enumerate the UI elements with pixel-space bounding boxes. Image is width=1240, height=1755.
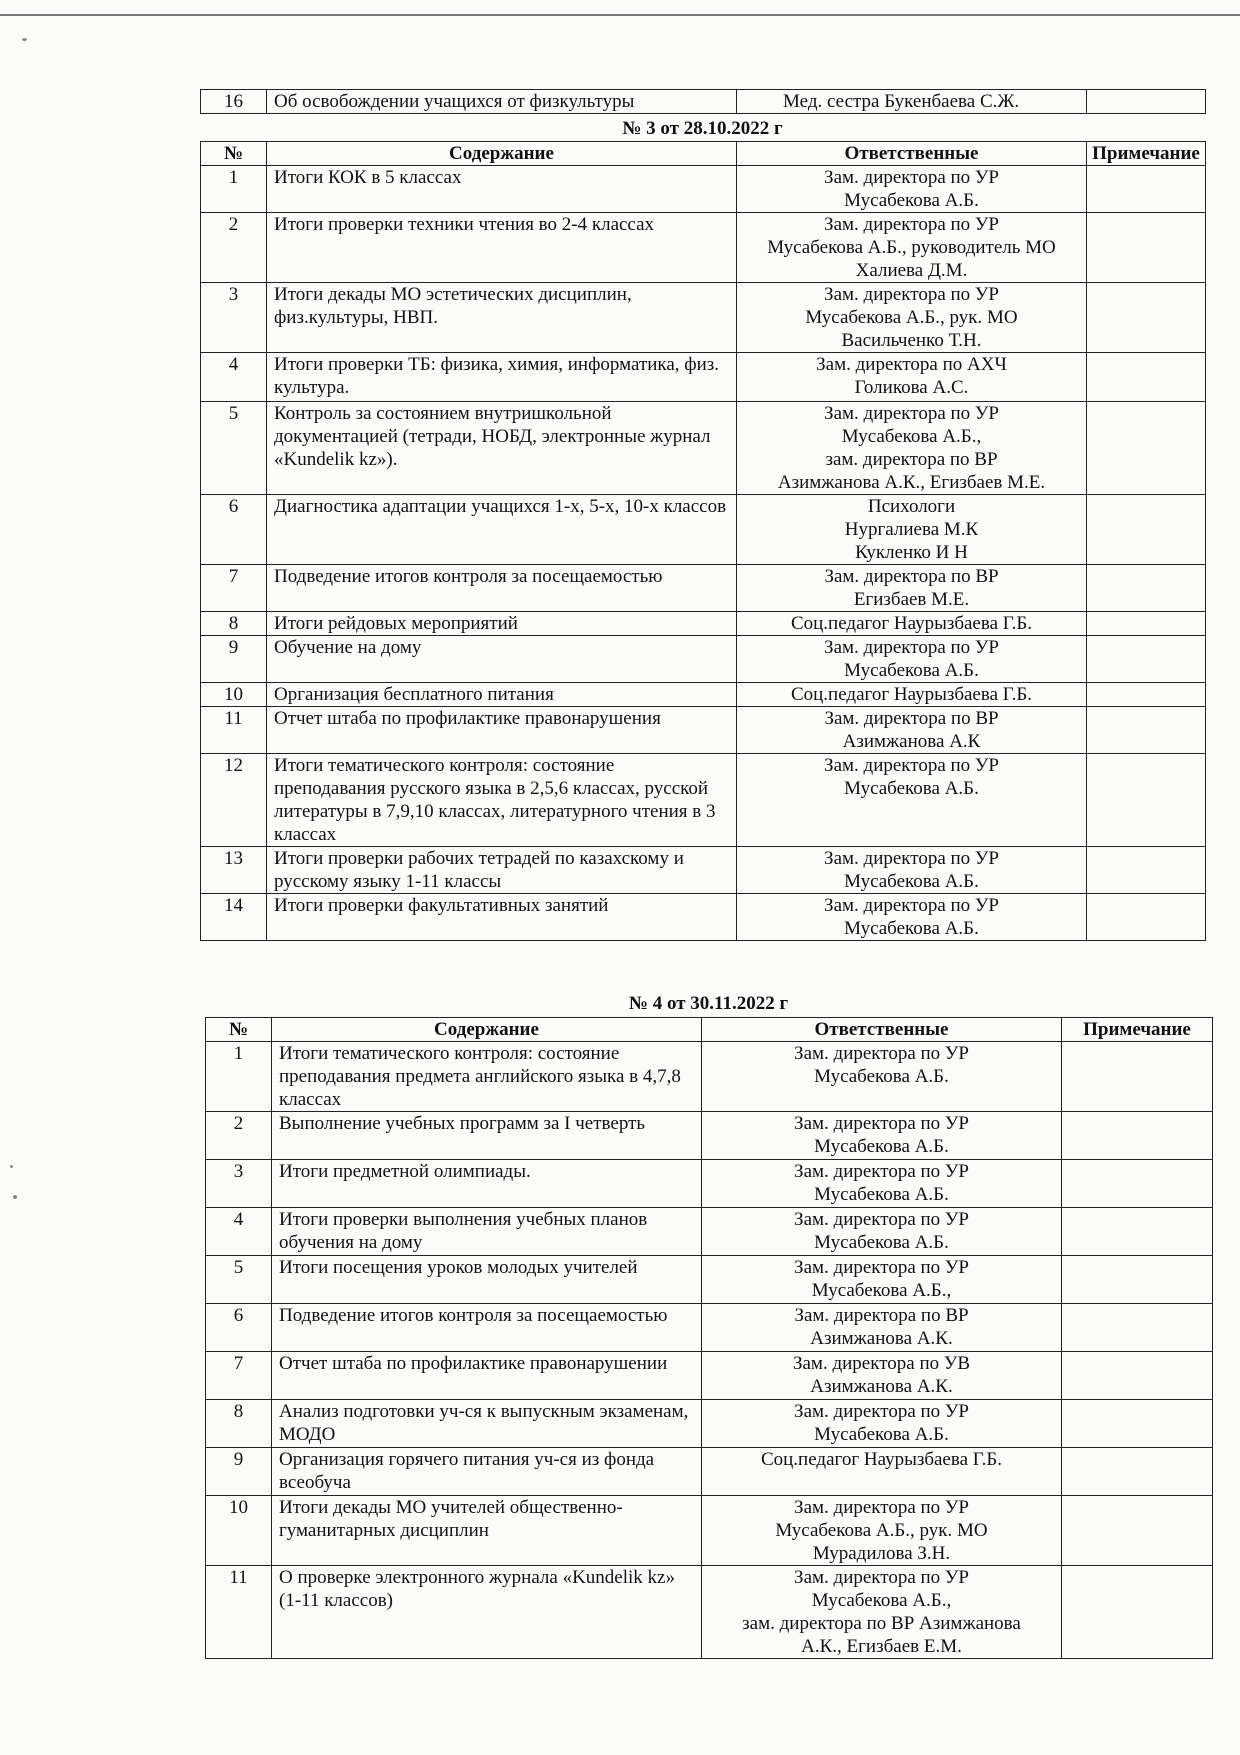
row-responsible: Зам. директора по УР Мусабекова А.Б. (702, 1400, 1062, 1448)
row-responsible: Зам. директора по УР Мусабекова А.Б., рук. МО Мурадилова З.Н. (702, 1496, 1062, 1566)
row-responsible: Зам. директора по УВ Азимжанова А.К. (702, 1352, 1062, 1400)
row-number: 6 (201, 495, 267, 565)
table-row (206, 1256, 1213, 1304)
row-note (1087, 612, 1206, 636)
row-responsible: Зам. директора по ВР Егизбаев М.Е. (737, 565, 1087, 612)
row-content: Контроль за состоянием внутришкольной документацией (тетради, НОБД, электронные журнал «Kundelik kz»). (267, 402, 737, 495)
row-number: 8 (201, 612, 267, 636)
row-number: 12 (201, 754, 267, 847)
row-number: 9 (206, 1448, 272, 1496)
row-note (1062, 1304, 1213, 1352)
row-note (1062, 1208, 1213, 1256)
table-row (201, 847, 1206, 894)
table-row (201, 612, 1206, 636)
row-note (1087, 894, 1206, 941)
header-note: Примечание (1087, 142, 1206, 166)
row-responsible: Соц.педагог Наурызбаева Г.Б. (737, 683, 1087, 707)
row-responsible: Зам. директора по УР Мусабекова А.Б., рук. МО Васильченко Т.Н. (737, 283, 1087, 353)
row-content: Подведение итогов контроля за посещаемостью (267, 565, 737, 612)
row-content: Итоги проверки техники чтения во 2-4 классах (267, 213, 737, 283)
table-row (206, 1304, 1213, 1352)
row-number: 7 (206, 1352, 272, 1400)
row-responsible: Зам. директора по УР Мусабекова А.Б. (702, 1208, 1062, 1256)
row-content: Организация горячего питания уч-ся из фонда всеобуча (272, 1448, 702, 1496)
table-row (206, 1160, 1213, 1208)
row-content: Итоги декады МО учителей общественно-гуманитарных дисциплин (272, 1496, 702, 1566)
row-content: Итоги проверки факультативных занятий (267, 894, 737, 941)
row-content: Об освобождении учащихся от физкультуры (267, 90, 737, 114)
row-number: 14 (201, 894, 267, 941)
scan-top-edge (0, 14, 1240, 16)
row-content: Итоги проверки ТБ: физика, химия, информатика, физ. культура. (267, 353, 737, 402)
row-note (1062, 1400, 1213, 1448)
row-responsible: Зам. директора по АХЧ Голикова А.С. (737, 353, 1087, 402)
row-responsible: Зам. директора по УР Мусабекова А.Б. (702, 1042, 1062, 1112)
row-content: Выполнение учебных программ за I четверть (272, 1112, 702, 1160)
row-number: 2 (206, 1112, 272, 1160)
row-content: Итоги посещения уроков молодых учителей (272, 1256, 702, 1304)
row-note (1087, 565, 1206, 612)
row-number: 4 (206, 1208, 272, 1256)
row-note (1062, 1566, 1213, 1659)
row-number: 10 (201, 683, 267, 707)
header-note: Примечание (1062, 1018, 1213, 1042)
row-number: 11 (201, 707, 267, 754)
row-number: 13 (201, 847, 267, 894)
row-number: 10 (206, 1496, 272, 1566)
row-content: Итоги тематического контроля: состояние преподавания русского языка в 2,5,6 классах, русской литературы в 7,9,10 классах, литературного чтения в 3 классах (267, 754, 737, 847)
table-row (201, 353, 1206, 402)
scan-speck (22, 38, 27, 41)
row-note (1087, 402, 1206, 495)
row-note (1087, 213, 1206, 283)
table-row (201, 402, 1206, 495)
row-content: Итоги проверки рабочих тетрадей по казахскому и русскому языку 1-11 классы (267, 847, 737, 894)
table-row (206, 1112, 1213, 1160)
table-row (201, 213, 1206, 283)
row-responsible: Зам. директора по ВР Азимжанова А.К. (702, 1304, 1062, 1352)
table-row (201, 90, 1206, 114)
row-note (1087, 847, 1206, 894)
section-3-table (200, 141, 1206, 941)
row-note (1062, 1160, 1213, 1208)
row-number: 5 (201, 402, 267, 495)
row-content: Отчет штаба по профилактике правонарушении (272, 1352, 702, 1400)
header-responsible: Ответственные (737, 142, 1087, 166)
table-row (206, 1352, 1213, 1400)
row-number: 11 (206, 1566, 272, 1659)
table-row (201, 754, 1206, 847)
row-note (1087, 353, 1206, 402)
row-number: 16 (201, 90, 267, 114)
row-content: Итоги декады МО эстетических дисциплин, физ.культуры, НВП. (267, 283, 737, 353)
row-note (1087, 166, 1206, 213)
section-4-table (205, 1017, 1213, 1659)
row-note (1087, 683, 1206, 707)
row-note (1062, 1352, 1213, 1400)
row-content: Обучение на дому (267, 636, 737, 683)
row-number: 2 (201, 213, 267, 283)
table-row (206, 1496, 1213, 1566)
row-content: Итоги КОК в 5 классах (267, 166, 737, 213)
row-responsible: Зам. директора по УР Мусабекова А.Б. (737, 636, 1087, 683)
row-note (1087, 707, 1206, 754)
row-number: 6 (206, 1304, 272, 1352)
row-content: О проверке электронного журнала «Kundelik kz» (1-11 классов) (272, 1566, 702, 1659)
row-number: 1 (201, 166, 267, 213)
row-responsible: Зам. директора по УР Мусабекова А.Б. (737, 166, 1087, 213)
scan-speck (13, 1195, 17, 1199)
section-4-title: № 4 от 30.11.2022 г (628, 993, 789, 1014)
row-note (1087, 754, 1206, 847)
row-number: 9 (201, 636, 267, 683)
section-3-title: № 3 от 28.10.2022 г (622, 118, 783, 139)
row-number: 3 (201, 283, 267, 353)
table-header-row (206, 1018, 1213, 1042)
section-4-body (206, 1042, 1213, 1659)
row-content: Итоги проверки выполнения учебных планов обучения на дому (272, 1208, 702, 1256)
table-row (206, 1566, 1213, 1659)
row-content: Итоги тематического контроля: состояние преподавания предмета английского языка в 4,7,8 классах (272, 1042, 702, 1112)
table-row (201, 636, 1206, 683)
table-header-row (201, 142, 1206, 166)
table-row (201, 683, 1206, 707)
row-responsible: Соц.педагог Наурызбаева Г.Б. (702, 1448, 1062, 1496)
table-row (201, 283, 1206, 353)
table-row (201, 707, 1206, 754)
row-responsible: Зам. директора по УР Мусабекова А.Б., зам. директора по ВР Азимжанова А.К., Егизбаев Е.М. (702, 1566, 1062, 1659)
row-number: 5 (206, 1256, 272, 1304)
row-number: 8 (206, 1400, 272, 1448)
previous-table-tail (200, 89, 1206, 114)
row-content: Подведение итогов контроля за посещаемостью (272, 1304, 702, 1352)
scan-speck (10, 1165, 13, 1168)
row-responsible: Соц.педагог Наурызбаева Г.Б. (737, 612, 1087, 636)
row-note (1062, 1042, 1213, 1112)
row-responsible: Психологи Нургалиева М.К Кукленко И Н (737, 495, 1087, 565)
row-responsible: Зам. директора по УР Мусабекова А.Б. (702, 1160, 1062, 1208)
row-responsible: Зам. директора по УР Мусабекова А.Б. (737, 754, 1087, 847)
row-responsible: Зам. директора по УР Мусабекова А.Б. (702, 1112, 1062, 1160)
row-responsible: Зам. директора по ВР Азимжанова А.К (737, 707, 1087, 754)
table-row (206, 1042, 1213, 1112)
table-row (201, 565, 1206, 612)
row-content: Организация бесплатного питания (267, 683, 737, 707)
row-note (1062, 1112, 1213, 1160)
row-note (1087, 90, 1206, 114)
table-row (206, 1448, 1213, 1496)
row-note (1062, 1448, 1213, 1496)
row-note (1062, 1496, 1213, 1566)
row-note (1087, 636, 1206, 683)
row-responsible: Зам. директора по УР Мусабекова А.Б. (737, 847, 1087, 894)
row-content: Итоги рейдовых мероприятий (267, 612, 737, 636)
row-note (1087, 283, 1206, 353)
row-note (1062, 1256, 1213, 1304)
row-content: Анализ подготовки уч-ся к выпускным экзаменам, МОДО (272, 1400, 702, 1448)
row-responsible: Зам. директора по УР Мусабекова А.Б., (702, 1256, 1062, 1304)
row-responsible: Зам. директора по УР Мусабекова А.Б. (737, 894, 1087, 941)
row-content: Диагностика адаптации учащихся 1-х, 5-х, 10-х классов (267, 495, 737, 565)
table-row (206, 1208, 1213, 1256)
row-responsible: Зам. директора по УР Мусабекова А.Б., зам. директора по ВР Азимжанова А.К., Егизбаев М.Е. (737, 402, 1087, 495)
table-row (201, 166, 1206, 213)
table-row (201, 495, 1206, 565)
row-number: 4 (201, 353, 267, 402)
header-content: Содержание (267, 142, 737, 166)
table-row (206, 1400, 1213, 1448)
row-number: 3 (206, 1160, 272, 1208)
header-responsible: Ответственные (702, 1018, 1062, 1042)
row-responsible: Зам. директора по УР Мусабекова А.Б., руководитель МО Халиева Д.М. (737, 213, 1087, 283)
section-3-body (201, 166, 1206, 941)
row-content: Итоги предметной олимпиады. (272, 1160, 702, 1208)
row-number: 7 (201, 565, 267, 612)
row-responsible: Мед. сестра Букенбаева С.Ж. (737, 90, 1087, 114)
table-row (201, 894, 1206, 941)
row-content: Отчет штаба по профилактике правонарушения (267, 707, 737, 754)
header-number: № (206, 1018, 272, 1042)
header-content: Содержание (272, 1018, 702, 1042)
row-note (1087, 495, 1206, 565)
row-number: 1 (206, 1042, 272, 1112)
header-number: № (201, 142, 267, 166)
